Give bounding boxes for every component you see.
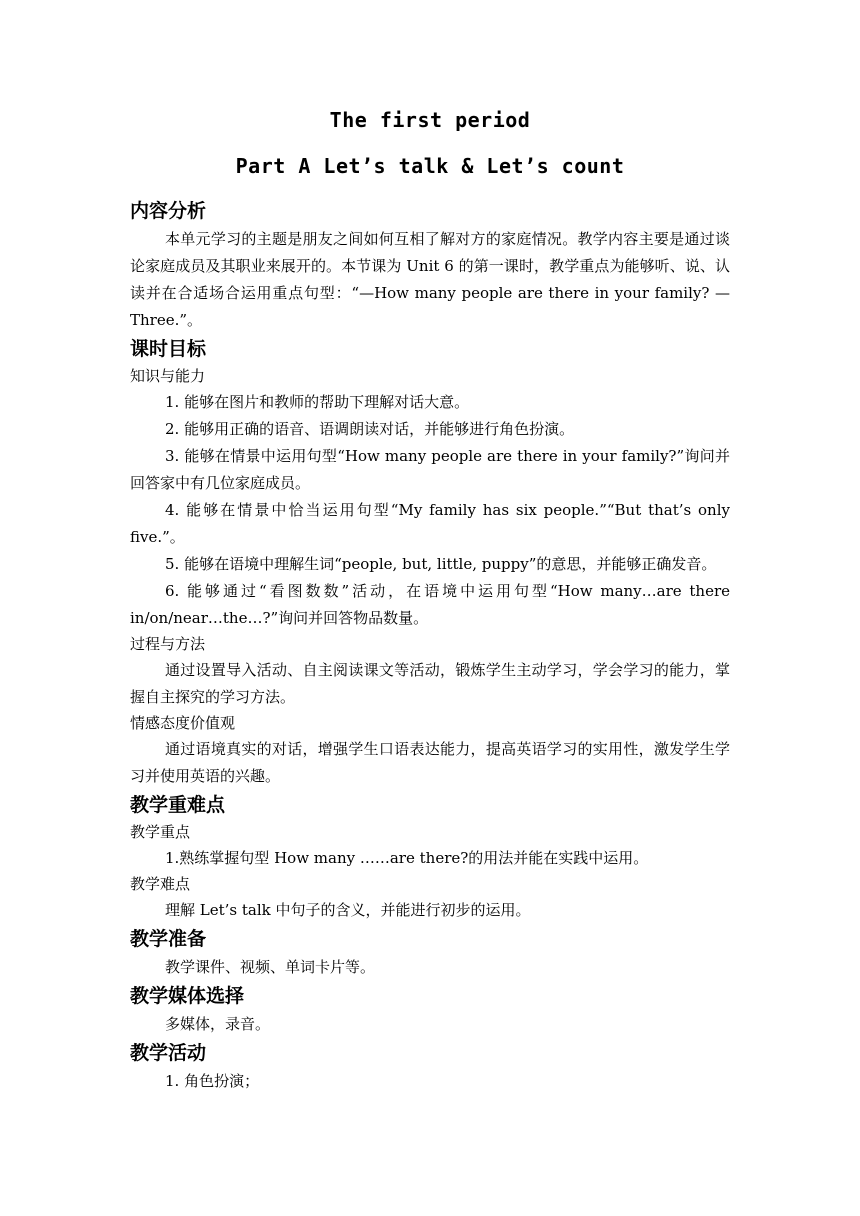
heading-activities: 教学活动: [130, 1042, 207, 1064]
subheading-emotion: 情感态度价值观: [130, 714, 236, 732]
subheading-process: 过程与方法: [130, 635, 206, 653]
document-title: The first period: [329, 108, 531, 132]
heading-content-analysis: 内容分析: [130, 200, 207, 222]
heading-media: 教学媒体选择: [130, 985, 245, 1007]
objective-item: 3. 能够在情景中运用句型“How many people are there in your family?”询问并回答家中有几位家庭成员。: [130, 447, 730, 492]
objective-item: 4. 能够在情景中恰当运用句型“My family has six people.”“But that’s only five.”。: [130, 501, 730, 546]
paragraph-focus: 1.熟练掌握句型 How many ……are there?的用法并能在实践中运用。: [165, 849, 649, 867]
paragraph-difficulty: 理解 Let’s talk 中句子的含义，并能进行初步的运用。: [165, 901, 531, 919]
heading-objectives: 课时目标: [130, 338, 207, 360]
paragraph-process: 通过设置导入活动、自主阅读课文等活动，锻炼学生主动学习，学会学习的能力，掌握自主探究的学习方法。: [130, 661, 730, 706]
document-subtitle: Part A Let’s talk & Let’s count: [235, 154, 625, 178]
subheading-knowledge: 知识与能力: [130, 367, 206, 385]
paragraph-content-analysis: 本单元学习的主题是朋友之间如何互相了解对方的家庭情况。教学内容主要是通过谈论家庭成员及其职业来展开的。本节课为 Unit 6 的第一课时，教学重点为能够听、说、认读并在合适场合运用重点句型：“—How many people are there in your family? —Three.”。: [130, 230, 730, 329]
objective-item: 1. 能够在图片和教师的帮助下理解对话大意。: [165, 393, 470, 411]
heading-key-points: 教学重难点: [130, 794, 226, 816]
heading-preparation: 教学准备: [130, 928, 207, 950]
subheading-difficulty: 教学难点: [130, 875, 191, 893]
paragraph-emotion: 通过语境真实的对话，增强学生口语表达能力，提高英语学习的实用性，激发学生学习并使用英语的兴趣。: [130, 740, 730, 785]
objective-item: 6. 能够通过“看图数数”活动，在语境中运用句型“How many…are there in/on/near…the…?”询问并回答物品数量。: [130, 582, 730, 627]
paragraph-preparation: 教学课件、视频、单词卡片等。: [165, 958, 376, 976]
objective-item: 5. 能够在语境中理解生词“people, but, little, puppy”的意思，并能够正确发音。: [165, 555, 717, 573]
paragraph-activities: 1. 角色扮演；: [165, 1072, 260, 1090]
subheading-focus: 教学重点: [130, 823, 191, 841]
document-page: [130, 100, 730, 1095]
objective-item: 2. 能够用正确的语音、语调朗读对话，并能够进行角色扮演。: [165, 420, 575, 438]
paragraph-media: 多媒体，录音。: [165, 1015, 271, 1033]
